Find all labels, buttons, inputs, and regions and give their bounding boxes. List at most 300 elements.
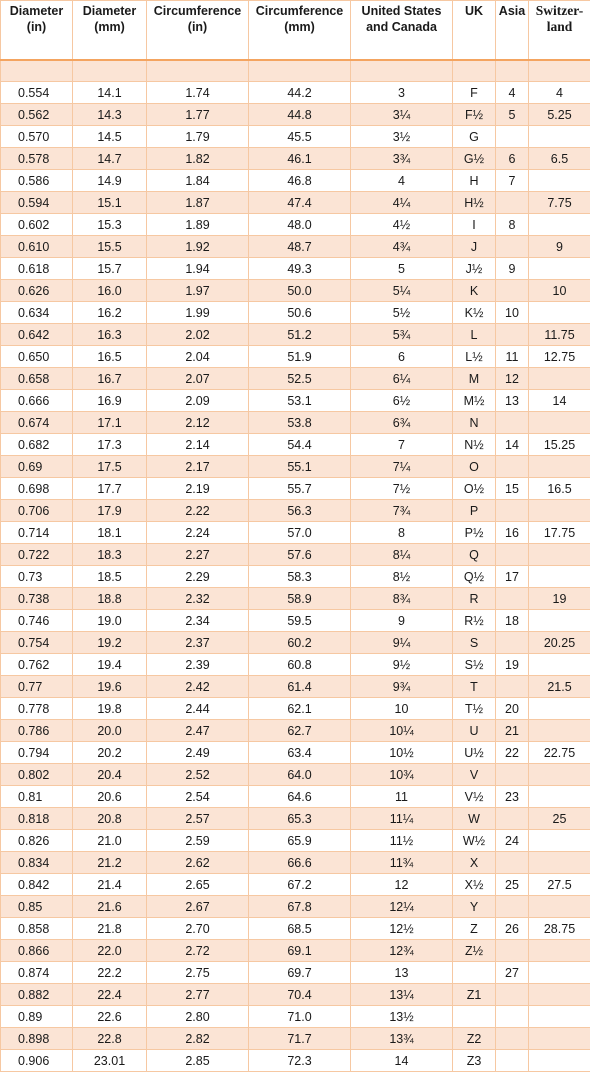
cell-diameter-in: 0.570	[1, 126, 73, 148]
table-row	[1, 478, 590, 500]
cell-circumference-in: 2.77	[147, 984, 249, 1006]
cell-us-canada: 8¼	[351, 544, 453, 566]
cell-asia: 18	[496, 610, 529, 632]
cell-uk: Z2	[453, 1028, 496, 1050]
cell-switzerland	[529, 544, 590, 566]
cell-diameter-in: 0.594	[1, 192, 73, 214]
cell-switzerland	[529, 456, 590, 478]
table-row	[1, 192, 590, 214]
table-row	[1, 412, 590, 434]
cell-circumference-mm: 55.7	[249, 478, 351, 500]
cell-circumference-mm: 54.4	[249, 434, 351, 456]
cell-us-canada: 5	[351, 258, 453, 280]
cell-us-canada: 12½	[351, 918, 453, 940]
cell-asia	[496, 236, 529, 258]
cell-us-canada: 7¾	[351, 500, 453, 522]
col-header-circumference-mm: Circumference (mm)	[249, 1, 351, 61]
cell-asia	[496, 126, 529, 148]
cell-us-canada: 6	[351, 346, 453, 368]
cell-uk: O½	[453, 478, 496, 500]
table-row	[1, 852, 590, 874]
spacer-cell	[496, 60, 529, 82]
cell-uk: Z½	[453, 940, 496, 962]
cell-asia	[496, 1028, 529, 1050]
cell-diameter-in: 0.85	[1, 896, 73, 918]
cell-diameter-in: 0.89	[1, 1006, 73, 1028]
cell-switzerland: 4	[529, 82, 590, 104]
cell-us-canada: 7½	[351, 478, 453, 500]
cell-switzerland	[529, 566, 590, 588]
cell-asia	[496, 940, 529, 962]
cell-diameter-in: 0.754	[1, 632, 73, 654]
cell-diameter-in: 0.714	[1, 522, 73, 544]
col-header-circumference-in: Circumference (in)	[147, 1, 249, 61]
cell-uk: P½	[453, 522, 496, 544]
cell-circumference-mm: 63.4	[249, 742, 351, 764]
table-row	[1, 214, 590, 236]
cell-us-canada: 4¼	[351, 192, 453, 214]
cell-switzerland	[529, 720, 590, 742]
cell-diameter-in: 0.626	[1, 280, 73, 302]
cell-uk: M½	[453, 390, 496, 412]
table-row	[1, 302, 590, 324]
cell-circumference-in: 2.47	[147, 720, 249, 742]
cell-circumference-mm: 57.0	[249, 522, 351, 544]
cell-circumference-mm: 67.8	[249, 896, 351, 918]
cell-us-canada: 8	[351, 522, 453, 544]
cell-diameter-in: 0.674	[1, 412, 73, 434]
cell-circumference-in: 1.84	[147, 170, 249, 192]
cell-asia	[496, 984, 529, 1006]
cell-asia	[496, 632, 529, 654]
cell-diameter-in: 0.642	[1, 324, 73, 346]
cell-uk	[453, 962, 496, 984]
cell-circumference-mm: 60.2	[249, 632, 351, 654]
cell-asia: 9	[496, 258, 529, 280]
cell-circumference-mm: 48.0	[249, 214, 351, 236]
cell-circumference-mm: 58.3	[249, 566, 351, 588]
cell-switzerland	[529, 764, 590, 786]
cell-uk: M	[453, 368, 496, 390]
cell-asia: 7	[496, 170, 529, 192]
cell-us-canada: 10¼	[351, 720, 453, 742]
cell-circumference-in: 2.65	[147, 874, 249, 896]
cell-uk: V	[453, 764, 496, 786]
cell-uk: W½	[453, 830, 496, 852]
cell-circumference-mm: 45.5	[249, 126, 351, 148]
table-row	[1, 434, 590, 456]
cell-diameter-mm: 19.6	[73, 676, 147, 698]
table-row	[1, 170, 590, 192]
cell-switzerland	[529, 1028, 590, 1050]
cell-diameter-mm: 21.2	[73, 852, 147, 874]
cell-diameter-in: 0.650	[1, 346, 73, 368]
cell-diameter-in: 0.794	[1, 742, 73, 764]
cell-switzerland: 28.75	[529, 918, 590, 940]
cell-switzerland	[529, 940, 590, 962]
cell-circumference-in: 2.07	[147, 368, 249, 390]
cell-asia: 13	[496, 390, 529, 412]
cell-asia	[496, 324, 529, 346]
cell-circumference-mm: 44.2	[249, 82, 351, 104]
cell-switzerland: 25	[529, 808, 590, 830]
cell-circumference-in: 2.22	[147, 500, 249, 522]
cell-diameter-in: 0.722	[1, 544, 73, 566]
cell-asia	[496, 544, 529, 566]
cell-circumference-mm: 46.1	[249, 148, 351, 170]
cell-diameter-mm: 21.0	[73, 830, 147, 852]
cell-circumference-in: 2.09	[147, 390, 249, 412]
cell-asia: 14	[496, 434, 529, 456]
cell-us-canada: 10	[351, 698, 453, 720]
cell-asia: 22	[496, 742, 529, 764]
cell-diameter-in: 0.842	[1, 874, 73, 896]
cell-diameter-mm: 15.1	[73, 192, 147, 214]
cell-us-canada: 4¾	[351, 236, 453, 258]
cell-us-canada: 7	[351, 434, 453, 456]
cell-diameter-in: 0.69	[1, 456, 73, 478]
cell-switzerland	[529, 654, 590, 676]
cell-uk: Q	[453, 544, 496, 566]
cell-diameter-in: 0.554	[1, 82, 73, 104]
cell-circumference-in: 2.37	[147, 632, 249, 654]
spacer-row	[1, 60, 590, 82]
cell-diameter-mm: 14.9	[73, 170, 147, 192]
spacer-cell	[453, 60, 496, 82]
cell-circumference-in: 1.97	[147, 280, 249, 302]
cell-diameter-mm: 16.2	[73, 302, 147, 324]
cell-circumference-in: 2.49	[147, 742, 249, 764]
cell-asia: 27	[496, 962, 529, 984]
table-row	[1, 610, 590, 632]
cell-diameter-mm: 15.7	[73, 258, 147, 280]
table-row	[1, 324, 590, 346]
cell-circumference-mm: 64.0	[249, 764, 351, 786]
cell-diameter-mm: 17.1	[73, 412, 147, 434]
cell-circumference-mm: 50.0	[249, 280, 351, 302]
cell-us-canada: 13¼	[351, 984, 453, 1006]
cell-diameter-mm: 20.4	[73, 764, 147, 786]
cell-asia: 16	[496, 522, 529, 544]
cell-switzerland	[529, 500, 590, 522]
cell-diameter-in: 0.77	[1, 676, 73, 698]
cell-diameter-mm: 22.8	[73, 1028, 147, 1050]
cell-diameter-mm: 22.4	[73, 984, 147, 1006]
cell-asia	[496, 456, 529, 478]
cell-diameter-in: 0.682	[1, 434, 73, 456]
cell-asia	[496, 1006, 529, 1028]
cell-uk: Z	[453, 918, 496, 940]
cell-circumference-in: 1.89	[147, 214, 249, 236]
table-row	[1, 456, 590, 478]
cell-switzerland	[529, 830, 590, 852]
cell-asia	[496, 676, 529, 698]
table-row	[1, 962, 590, 984]
cell-us-canada: 12¼	[351, 896, 453, 918]
cell-switzerland	[529, 984, 590, 1006]
cell-diameter-mm: 20.2	[73, 742, 147, 764]
cell-us-canada: 12	[351, 874, 453, 896]
cell-diameter-mm: 17.5	[73, 456, 147, 478]
col-header-diameter-in: Diameter (in)	[1, 1, 73, 61]
cell-uk: R	[453, 588, 496, 610]
cell-diameter-in: 0.826	[1, 830, 73, 852]
cell-circumference-mm: 64.6	[249, 786, 351, 808]
cell-circumference-mm: 58.9	[249, 588, 351, 610]
table-row	[1, 544, 590, 566]
cell-circumference-mm: 56.3	[249, 500, 351, 522]
cell-uk: N½	[453, 434, 496, 456]
cell-switzerland	[529, 214, 590, 236]
cell-asia	[496, 808, 529, 830]
cell-asia: 19	[496, 654, 529, 676]
cell-diameter-in: 0.834	[1, 852, 73, 874]
cell-diameter-mm: 15.5	[73, 236, 147, 258]
cell-circumference-in: 2.29	[147, 566, 249, 588]
table-row	[1, 368, 590, 390]
cell-circumference-in: 1.82	[147, 148, 249, 170]
cell-diameter-mm: 18.1	[73, 522, 147, 544]
cell-circumference-mm: 53.8	[249, 412, 351, 434]
table-row	[1, 280, 590, 302]
cell-switzerland: 15.25	[529, 434, 590, 456]
cell-switzerland	[529, 1050, 590, 1072]
cell-uk: J	[453, 236, 496, 258]
cell-diameter-in: 0.802	[1, 764, 73, 786]
cell-switzerland: 22.75	[529, 742, 590, 764]
cell-circumference-mm: 51.9	[249, 346, 351, 368]
cell-diameter-mm: 22.0	[73, 940, 147, 962]
cell-switzerland	[529, 1006, 590, 1028]
cell-circumference-mm: 50.6	[249, 302, 351, 324]
cell-us-canada: 6¾	[351, 412, 453, 434]
cell-circumference-mm: 44.8	[249, 104, 351, 126]
cell-us-canada: 4½	[351, 214, 453, 236]
table-row	[1, 588, 590, 610]
cell-diameter-in: 0.738	[1, 588, 73, 610]
table-row	[1, 808, 590, 830]
cell-diameter-in: 0.586	[1, 170, 73, 192]
cell-diameter-in: 0.858	[1, 918, 73, 940]
col-header-diameter-mm: Diameter (mm)	[73, 1, 147, 61]
cell-uk: I	[453, 214, 496, 236]
cell-asia	[496, 852, 529, 874]
cell-circumference-in: 2.12	[147, 412, 249, 434]
cell-asia: 25	[496, 874, 529, 896]
cell-circumference-in: 2.42	[147, 676, 249, 698]
cell-uk: V½	[453, 786, 496, 808]
cell-circumference-mm: 62.1	[249, 698, 351, 720]
cell-circumference-mm: 68.5	[249, 918, 351, 940]
table-row	[1, 786, 590, 808]
cell-uk: L	[453, 324, 496, 346]
cell-uk: G	[453, 126, 496, 148]
cell-diameter-in: 0.698	[1, 478, 73, 500]
cell-diameter-mm: 16.3	[73, 324, 147, 346]
cell-uk: X	[453, 852, 496, 874]
cell-us-canada: 11½	[351, 830, 453, 852]
cell-diameter-mm: 19.0	[73, 610, 147, 632]
cell-asia	[496, 192, 529, 214]
cell-switzerland: 12.75	[529, 346, 590, 368]
cell-asia: 23	[496, 786, 529, 808]
cell-uk: Z1	[453, 984, 496, 1006]
cell-uk: N	[453, 412, 496, 434]
cell-diameter-mm: 14.7	[73, 148, 147, 170]
cell-switzerland: 21.5	[529, 676, 590, 698]
cell-circumference-in: 2.04	[147, 346, 249, 368]
cell-diameter-in: 0.634	[1, 302, 73, 324]
table-row	[1, 940, 590, 962]
table-row	[1, 1050, 590, 1072]
cell-diameter-mm: 16.0	[73, 280, 147, 302]
cell-switzerland	[529, 368, 590, 390]
cell-asia: 8	[496, 214, 529, 236]
cell-us-canada: 5¼	[351, 280, 453, 302]
cell-uk: S	[453, 632, 496, 654]
cell-uk: G½	[453, 148, 496, 170]
table-row	[1, 500, 590, 522]
cell-circumference-in: 2.67	[147, 896, 249, 918]
cell-switzerland: 11.75	[529, 324, 590, 346]
cell-circumference-mm: 70.4	[249, 984, 351, 1006]
col-header-asia: Asia	[496, 1, 529, 61]
cell-diameter-mm: 19.8	[73, 698, 147, 720]
cell-switzerland: 16.5	[529, 478, 590, 500]
cell-circumference-mm: 57.6	[249, 544, 351, 566]
cell-us-canada: 6½	[351, 390, 453, 412]
cell-diameter-mm: 23.01	[73, 1050, 147, 1072]
cell-diameter-mm: 16.7	[73, 368, 147, 390]
cell-circumference-in: 1.74	[147, 82, 249, 104]
cell-us-canada: 9½	[351, 654, 453, 676]
cell-us-canada: 6¼	[351, 368, 453, 390]
col-header-uk: UK	[453, 1, 496, 61]
cell-diameter-mm: 20.0	[73, 720, 147, 742]
cell-asia: 12	[496, 368, 529, 390]
cell-diameter-mm: 19.2	[73, 632, 147, 654]
cell-uk: H	[453, 170, 496, 192]
cell-circumference-mm: 66.6	[249, 852, 351, 874]
cell-switzerland	[529, 786, 590, 808]
cell-circumference-in: 2.70	[147, 918, 249, 940]
cell-asia: 5	[496, 104, 529, 126]
cell-circumference-in: 1.87	[147, 192, 249, 214]
cell-circumference-in: 2.14	[147, 434, 249, 456]
cell-switzerland: 27.5	[529, 874, 590, 896]
cell-diameter-in: 0.618	[1, 258, 73, 280]
cell-circumference-mm: 53.1	[249, 390, 351, 412]
cell-diameter-mm: 20.6	[73, 786, 147, 808]
cell-diameter-mm: 18.5	[73, 566, 147, 588]
cell-circumference-in: 2.54	[147, 786, 249, 808]
cell-diameter-in: 0.666	[1, 390, 73, 412]
cell-circumference-in: 2.24	[147, 522, 249, 544]
spacer-cell	[147, 60, 249, 82]
cell-switzerland	[529, 302, 590, 324]
cell-us-canada: 13¾	[351, 1028, 453, 1050]
cell-circumference-mm: 51.2	[249, 324, 351, 346]
cell-circumference-in: 2.82	[147, 1028, 249, 1050]
cell-us-canada: 13½	[351, 1006, 453, 1028]
cell-diameter-mm: 21.4	[73, 874, 147, 896]
cell-uk: L½	[453, 346, 496, 368]
table-row	[1, 1028, 590, 1050]
cell-switzerland: 10	[529, 280, 590, 302]
cell-asia: 26	[496, 918, 529, 940]
cell-circumference-mm: 71.7	[249, 1028, 351, 1050]
table-row	[1, 148, 590, 170]
cell-diameter-in: 0.906	[1, 1050, 73, 1072]
cell-diameter-in: 0.746	[1, 610, 73, 632]
cell-uk: F½	[453, 104, 496, 126]
cell-switzerland	[529, 962, 590, 984]
table-row	[1, 82, 590, 104]
cell-circumference-mm: 67.2	[249, 874, 351, 896]
cell-circumference-in: 2.32	[147, 588, 249, 610]
cell-circumference-mm: 69.7	[249, 962, 351, 984]
cell-diameter-in: 0.562	[1, 104, 73, 126]
cell-switzerland: 7.75	[529, 192, 590, 214]
table-row	[1, 720, 590, 742]
cell-circumference-mm: 65.3	[249, 808, 351, 830]
cell-uk: J½	[453, 258, 496, 280]
cell-circumference-in: 2.44	[147, 698, 249, 720]
spacer-cell	[529, 60, 590, 82]
cell-switzerland: 14	[529, 390, 590, 412]
table-row	[1, 632, 590, 654]
cell-circumference-in: 2.80	[147, 1006, 249, 1028]
cell-diameter-mm: 14.1	[73, 82, 147, 104]
cell-diameter-mm: 17.9	[73, 500, 147, 522]
cell-circumference-in: 2.34	[147, 610, 249, 632]
cell-diameter-in: 0.658	[1, 368, 73, 390]
cell-asia: 17	[496, 566, 529, 588]
cell-uk: P	[453, 500, 496, 522]
table-row	[1, 566, 590, 588]
cell-diameter-in: 0.706	[1, 500, 73, 522]
cell-diameter-in: 0.73	[1, 566, 73, 588]
cell-asia: 6	[496, 148, 529, 170]
cell-asia	[496, 280, 529, 302]
cell-asia	[496, 764, 529, 786]
cell-asia: 10	[496, 302, 529, 324]
cell-asia	[496, 412, 529, 434]
cell-diameter-in: 0.882	[1, 984, 73, 1006]
cell-circumference-in: 2.62	[147, 852, 249, 874]
cell-circumference-in: 2.59	[147, 830, 249, 852]
cell-switzerland	[529, 852, 590, 874]
cell-circumference-in: 1.79	[147, 126, 249, 148]
cell-us-canada: 9	[351, 610, 453, 632]
cell-circumference-mm: 47.4	[249, 192, 351, 214]
cell-circumference-mm: 55.1	[249, 456, 351, 478]
cell-us-canada: 14	[351, 1050, 453, 1072]
spacer-cell	[249, 60, 351, 82]
cell-circumference-mm: 69.1	[249, 940, 351, 962]
cell-circumference-mm: 52.5	[249, 368, 351, 390]
cell-diameter-in: 0.81	[1, 786, 73, 808]
table-row	[1, 984, 590, 1006]
cell-diameter-mm: 22.2	[73, 962, 147, 984]
cell-circumference-in: 2.72	[147, 940, 249, 962]
cell-us-canada: 3	[351, 82, 453, 104]
cell-diameter-mm: 17.7	[73, 478, 147, 500]
table-row	[1, 126, 590, 148]
cell-uk: K½	[453, 302, 496, 324]
cell-circumference-mm: 48.7	[249, 236, 351, 258]
cell-diameter-mm: 22.6	[73, 1006, 147, 1028]
